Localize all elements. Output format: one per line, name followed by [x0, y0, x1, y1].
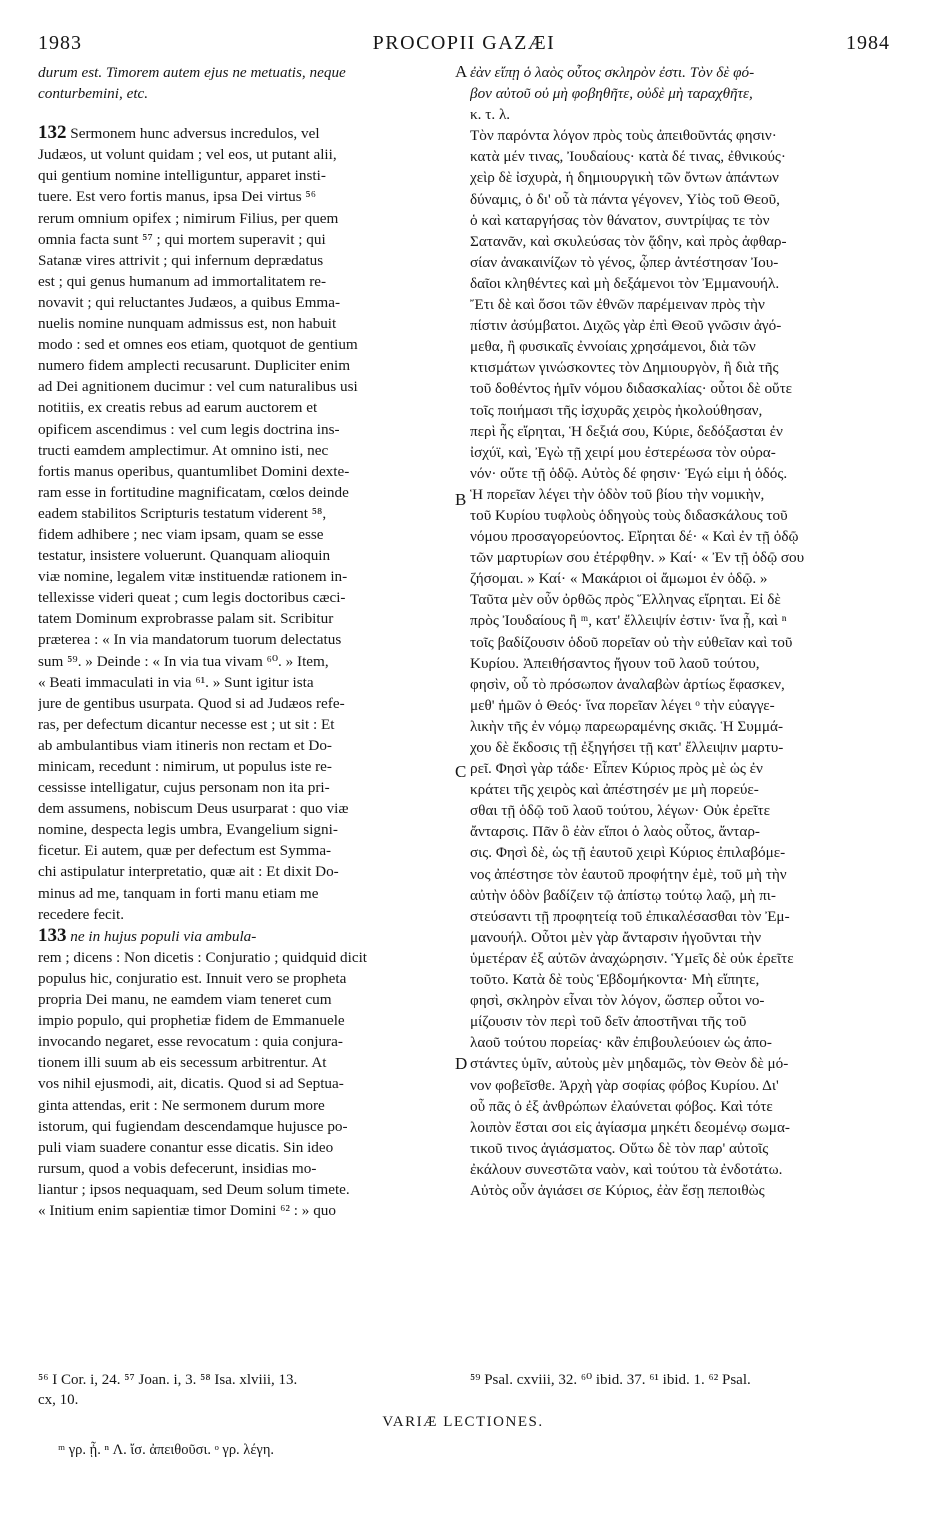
text-line: τοῦ δοθέντος ἡμῖν νόμου διδασκαλίας· οὗτοι δὲ οὔτε [470, 380, 793, 398]
text-line: κ. τ. λ. [470, 106, 511, 124]
text-line: opificem ascendimus : vel cum legis doctrina ins- [38, 420, 340, 438]
text-line: minus ad me, tanquam in forti manu etiam me [38, 884, 319, 902]
text-line: κατὰ μέν τινας, Ἰουδαίους· κατὰ δέ τινας, ἐθνικούς· [470, 148, 786, 166]
text-line: qui gentium nomine intelliguntur, apparet insti- [38, 167, 326, 185]
text-line: impio populo, qui prophetiæ fidem de Emmanuele [38, 1012, 345, 1030]
text-line: omnia facta sunt ⁵⁷ ; qui mortem superavit ; qui [38, 230, 326, 248]
text-line: est ; qui genus humanum ad immortalitatem re- [38, 272, 327, 290]
text-line: Τὸν παρόντα λόγον πρὸς τοὺς ἀπειθοῦντάς φησιν· [470, 127, 777, 145]
text-line: « Initium enim sapientiæ timor Domini ⁶² : » quo [38, 1201, 336, 1219]
text-line: Judæos, ut volunt quidam ; vel eos, ut putant alii, [38, 146, 337, 164]
footnote-line: ⁵⁹ Psal. cxviii, 32. ⁶⁰ ibid. 37. ⁶¹ ibid. 1. ⁶² Psal. [470, 1372, 751, 1388]
text-line: αὐτὴν ὁδὸν βαδίζειν τῷ ἀπίστῳ τούτῳ λαῷ, μὴ πι- [470, 886, 776, 904]
text-line: rem ; dicens : Non dicetis : Conjuratio ; quidquid dicit [38, 948, 368, 966]
greek-text [470, 62, 890, 1201]
text-line: ἄνταρσις. Πᾶν ὃ ἐὰν εἴποι ὁ λαὸς οὗτος, ἄνταρ- [470, 823, 760, 841]
text-line: χου δὲ ἔκδοσις τῇ ἐξηγήσει τῇ κατ' ἔλλειψιν μαρτυ- [470, 739, 784, 756]
text-line: πρὸς Ἰουδαίους ἢ ᵐ, κατ' ἔλλειψίν ἐστιν· ἵνα ᾖ, καὶ ⁿ [470, 612, 787, 630]
text-line: sum ⁵⁹. » Deinde : « In via tua vivam ⁶⁰. » Item, [38, 652, 329, 670]
text-line: minicam, recedunt : nimirum, ut populus iste re- [38, 758, 332, 775]
text-line: fidem adhibere ; nec viam ipsam, quam se esse [38, 525, 324, 543]
text-line: tellexisse videri queat ; cum legis doctoribus cæci- [38, 589, 346, 607]
right-page-number: 1984 [846, 32, 890, 54]
text-line: τοῦτο. Κατὰ δὲ τοὺς Ἑβδομήκοντα· Μὴ εἴπητε, [470, 971, 760, 989]
text-line: κράτει τῆς χειρὸς καὶ ἀπέστησέν με μὴ πορεύε- [470, 781, 759, 799]
text-line: Κυρίου. Ἀπειθήσαντος ἤγουν τοῦ λαοῦ τούτου, [470, 654, 760, 672]
text-line: δαῖοι κληθέντες καὶ μὴ δεξάμενοι τὸν Ἐμμανουήλ. [470, 274, 780, 292]
text-line: τοῦ Κυρίου τυφλοὺς ὁδηγοὺς τοὺς διδασκάλους τοῦ [470, 506, 788, 524]
left-page-number: 1983 [38, 32, 82, 54]
text-line: novavit ; qui reluctantes Judæos, a quibus Emma- [38, 293, 341, 311]
text-line: βον αὐτοῦ οὐ μὴ φοβηθῆτε, οὐδὲ μὴ ταραχθῆτε, [470, 85, 753, 103]
paragraph-133-opening: ne in hujus populi via ambula- [66, 927, 257, 945]
margin-marker-c: C [455, 762, 467, 781]
text-line: propria Dei manu, ne eamdem viam teneret cum [38, 991, 332, 1009]
text-line: tructi eamdem amplectimur. At omnino isti, nec [38, 441, 329, 459]
footnotes-left [38, 1370, 458, 1410]
text-line: rursum, quod a vobis defecerunt, insidias mo- [38, 1159, 317, 1177]
text-line: σθαι τῇ ὁδῷ τοῦ λαοῦ τούτου, λέγων· Οὐκ ἐρεῖτε [470, 802, 770, 820]
text-line: ὑμετέραν ἐξ αὐτῶν ἀναχώρησιν. Ὑμεῖς δὲ οὐκ ἐρεῖτε [470, 949, 794, 967]
text-line: φησὶ, σκληρὸν εἶναι τὸν λόγον, ὥσπερ οὗτοι νο- [470, 992, 765, 1010]
paragraph-132-opening: Sermonem hunc adversus incredulos, vel [66, 125, 320, 143]
text-line: recedere fecit. [38, 905, 124, 923]
text-line: cessisse intelligatur, cujus personam non ita pri- [38, 779, 330, 797]
text-line: νος ἀπέστησε τὸν ἑαυτοῦ προφήτην ἐμὲ, τοῦ μὴ τὴν [470, 865, 787, 883]
text-line: φησὶν, οὗ τὸ πρόσωπον ἀναλαβὼν ἀρτίως ἔφασκεν, [470, 675, 785, 693]
text-line: τῶν μαρτυρίων σου ἐτέρφθην. » Καί· « Ἐν τῇ ὁδῷ σου [470, 549, 805, 567]
text-line: λικὴν τῆς ἐν νόμῳ παρεωραμένης σκιᾶς. Ἡ Συμμά- [470, 717, 784, 735]
text-line: ἐκάλουν συνεστῶτα ναὸν, καὶ τούτου τὰ ἐνδοτάτω. [470, 1160, 783, 1178]
margin-marker-a: A [455, 62, 468, 81]
text-line: ficetur. Ei autem, quæ per defectum est Symma- [38, 842, 332, 860]
text-line: ab ambulantibus viam itineris non rectam et Do- [38, 736, 332, 754]
text-line: ginta attendas, erit : Ne sermonem durum more [38, 1096, 325, 1114]
text-line: vos nihil ejusmodi, ait, dicatis. Quod si ad Septua- [38, 1075, 344, 1093]
footnote-line: ⁵⁶ I Cor. i, 24. ⁵⁷ Joan. i, 3. ⁵⁸ Isa. xlviii, 13. [38, 1372, 298, 1388]
text-line: τοῖς ποιήμασι τῆς ἰσχυρᾶς χειρὸς ἠκολούθησαν, [470, 401, 763, 419]
text-line: στεύσαντι τῇ προφητείᾳ τοῦ ἐπικαλέσασθαι τὸν Ἐμ- [470, 907, 790, 925]
text-line: notitiis, ex creatis rebus ad earum auctorem et [38, 399, 318, 417]
text-line: Σατανᾶν, καὶ σκυλεύσας τὸν ᾅδην, καὶ πρὸς ἀφθαρ- [470, 232, 787, 250]
greek-column [470, 62, 890, 1201]
margin-marker-d: D [455, 1054, 468, 1073]
text-line: nuelis nomine nunquam admissus est, non habuit [38, 315, 337, 333]
text-line: οὗ πᾶς ὁ ἐξ ἀνθρώπων ἐλαύνεται φόβος. Καὶ τότε [470, 1097, 773, 1115]
text-line: durum est. Timorem autem ejus ne metuatis, neque [38, 64, 346, 81]
text-line: περὶ ἧς εἴρηται, Ἡ δεξιά σου, Κύριε, δεδόξασται ἐν [470, 422, 783, 440]
text-line: νον φοβεῖσθε. Ἀρχὴ γὰρ σοφίας φόβος Κυρίου. Δι' [470, 1076, 779, 1094]
text-line: dem assumens, nobiscum Deus usurparat : quo viæ [38, 800, 349, 818]
text-line: populus hic, conjuratio est. Innuit vero se propheta [38, 969, 347, 987]
text-line: ἰσχύϊ, καὶ, Ἐγὼ τῇ χειρί μου ἐστερέωσα τὸν οὐρα- [470, 443, 776, 461]
margin-marker-b: B [455, 490, 467, 509]
text-line: eadem stabilitos Scripturis testatum viderent ⁵⁸, [38, 504, 327, 522]
text-line: testatur, insistere voluerunt. Quanquam alioquin [38, 547, 331, 565]
text-line: λοιπὸν ἔσται σοι εἰς ἁγίασμα μηκέτι δεομένῳ σωμα- [470, 1118, 790, 1136]
text-line: Ταῦτα μὲν οὖν ὀρθῶς πρὸς Ἕλληνας εἴρηται. Εἰ δὲ [470, 591, 781, 609]
text-line: ram esse in fortitudine magnificatam, cœlos deinde [38, 483, 349, 501]
text-line: τικοῦ τινος ἁγιάσματος. Οὕτω δὲ τὸν παρ' αὐτοῖς [470, 1139, 769, 1157]
text-line: νόμου προσαγορεύοντος. Εἴρηται δέ· « Καὶ ἐν τῇ ὁδῷ [470, 528, 799, 546]
text-line: puli viam suadere conantur esse dicatis. Sin ideo [38, 1138, 334, 1156]
running-header [38, 30, 890, 56]
paragraph-132 [38, 144, 450, 924]
text-line: σίαν ἀνακαινίζων τὸ γένος, ᾧπερ ἀντέστησαν Ἰου- [470, 253, 779, 271]
text-line: χεὶρ δὲ ἰσχυρὰ, ἡ δημιουργικὴ τῶν ὄντων ἁπάντων [470, 169, 779, 187]
text-line: liantur ; ipsos nequaquam, sed Deum solum timete. [38, 1180, 350, 1198]
text-line: modo : sed et omnes eos etiam, quotquot de gentium [38, 336, 358, 354]
text-line: ἐὰν εἴπῃ ὁ λαὸς οὗτος σκληρὸν ἐστι. Τὸν δὲ φό- [470, 64, 755, 81]
text-line: « Beati immaculati in via ⁶¹. » Sunt igitur ista [38, 673, 314, 691]
text-line: Ἡ πορεῖαν λέγει τὴν ὁδὸν τοῦ βίου τὴν νομικὴν, [470, 485, 765, 503]
text-line: invocando negaret, esse revocatum : quia conjura- [38, 1033, 343, 1051]
text-line: πίστιν ἀσύμβατοι. Διχῶς γὰρ ἐπὶ Θεοῦ γνῶσιν ἀγό- [470, 317, 782, 335]
text-line: nomine, despecta legis umbra, Evangelium signi- [38, 821, 338, 839]
text-line: tionem illi suum ab eis secessum arbitrentur. At [38, 1054, 327, 1072]
text-line: fortis manus operibus, quantumlibet Domini dexte- [38, 462, 350, 480]
text-line: νόν· οὔτε τῇ ὁδῷ. Αὐτὸς δέ φησιν· Ἐγώ εἰμι ἡ ὁδός. [470, 464, 788, 482]
text-line: istorum, qui fugiendam descendamque hujusce po- [38, 1117, 348, 1135]
latin-opening-lines [38, 62, 450, 104]
text-line: μεθ' ἡμῶν ὁ Θεός· ἵνα πορεῖαν λέγει ᵒ τὴν εὐαγγε- [470, 696, 775, 714]
text-line: ras, per defectum dicantur necesse est ; ut sit : Et [38, 715, 335, 733]
text-line: tuere. Est vero fortis manus, ipsa Dei virtus ⁵⁶ [38, 188, 317, 206]
section-number-132: 132 [38, 122, 67, 144]
text-line: rerum omnium opifex ; nimirum Filius, per quem [38, 209, 339, 227]
text-line: μίζουσιν τὸν περὶ τοῦ δεῖν ἀποστῆναι τῆς τοῦ [470, 1013, 747, 1031]
text-line: præterea : « In via mandatorum tuorum delectatus [38, 631, 342, 649]
variae-lectiones-line: ᵐ γρ. ᾖ. ⁿ Λ. ἴσ. ἀπειθοῦσι. ᵒ γρ. λέγη. [58, 1442, 275, 1458]
variae-lectiones-heading: VARIÆ LECTIONES. [382, 1414, 544, 1430]
text-line: ὁ καὶ καταργήσας τὸν θάνατον, συντρίψας τε τὸν [470, 211, 770, 229]
text-line: tatem Dominum exprobrasse palam sit. Scribitur [38, 610, 334, 628]
paragraph-133 [38, 947, 450, 1221]
text-line: δύναμις, ὁ δι' οὗ τὰ πάντα γέγονεν, Υἱὸς τοῦ Θεοῦ, [470, 190, 780, 208]
text-line: ρεῖ. Φησὶ γὰρ τάδε· Εἶπεν Κύριος πρὸς μὲ ὡς ἐν [470, 760, 763, 778]
text-line: μανουήλ. Οὗτοι μὲν γὰρ ἄνταρσιν ἡγοῦνται τὴν [470, 928, 762, 946]
text-line: Ἔτι δὲ καὶ ὅσοι τῶν ἐθνῶν παρέμειναν πρὸς τὴν [470, 296, 765, 314]
text-line: λαοῦ τούτου πορείας· κἂν ἐπιβουλεύοιεν ὡς ἀπο- [470, 1034, 772, 1052]
text-line: numero fidem amplecti recusarunt. Dupliciter enim [38, 357, 351, 375]
section-number-133: 133 [38, 924, 67, 946]
text-line: μεθα, ἢ φυσικαῖς ἐννοίαις χρησάμενοι, διὰ τῶν [470, 338, 756, 356]
text-line: jure de gentibus usurpata. Quod si ad Judæos refe- [38, 694, 345, 712]
text-line: τοῖς βαδίζουσιν ὁδοῦ πορεῖαν οὐ τὴν εὐθεῖαν καὶ τοῦ [470, 633, 793, 651]
running-title: PROCOPII GAZÆI [372, 32, 556, 54]
footnote-line: cx, 10. [38, 1392, 79, 1408]
text-line: κτισμάτων γινώσκοντες τὸν Δημιουργὸν, ἢ διὰ τῆς [470, 359, 779, 377]
text-line: Αὐτὸς οὖν ἁγιάσει σε Κύριος, ἐὰν ἔσῃ πεποιθὼς [470, 1181, 765, 1199]
text-line: conturbemini, etc. [38, 85, 149, 103]
text-line: ζήσομαι. » Καί· « Μακάριοι οἱ ἄμωμοι ἐν ὁδῷ. » [470, 570, 768, 588]
text-line: viæ nomine, legalem vitæ instituendæ rationem in- [38, 568, 348, 586]
text-line: Satanæ vires attrivit ; qui infernum deprædatus [38, 251, 324, 269]
text-line: στάντες ὑμῖν, αὐτοὺς μὲν μηδαμῶς, τὸν Θεὸν δὲ μό- [470, 1055, 789, 1073]
paragraph-132-first-line [38, 122, 450, 144]
footnotes-right [470, 1370, 890, 1390]
text-line: ad Dei agnitionem ducimur : vel cum naturalibus usi [38, 378, 358, 396]
latin-column [38, 62, 450, 1221]
text-line: σις. Φησὶ δὲ, ὡς τῇ ἑαυτοῦ χειρὶ Κύριος ἐπιλαβόμε- [470, 844, 786, 862]
text-line: chi astipulatur interpretatio, quæ ait : Et dixit Do- [38, 863, 339, 881]
paragraph-133-first-line [38, 925, 450, 947]
